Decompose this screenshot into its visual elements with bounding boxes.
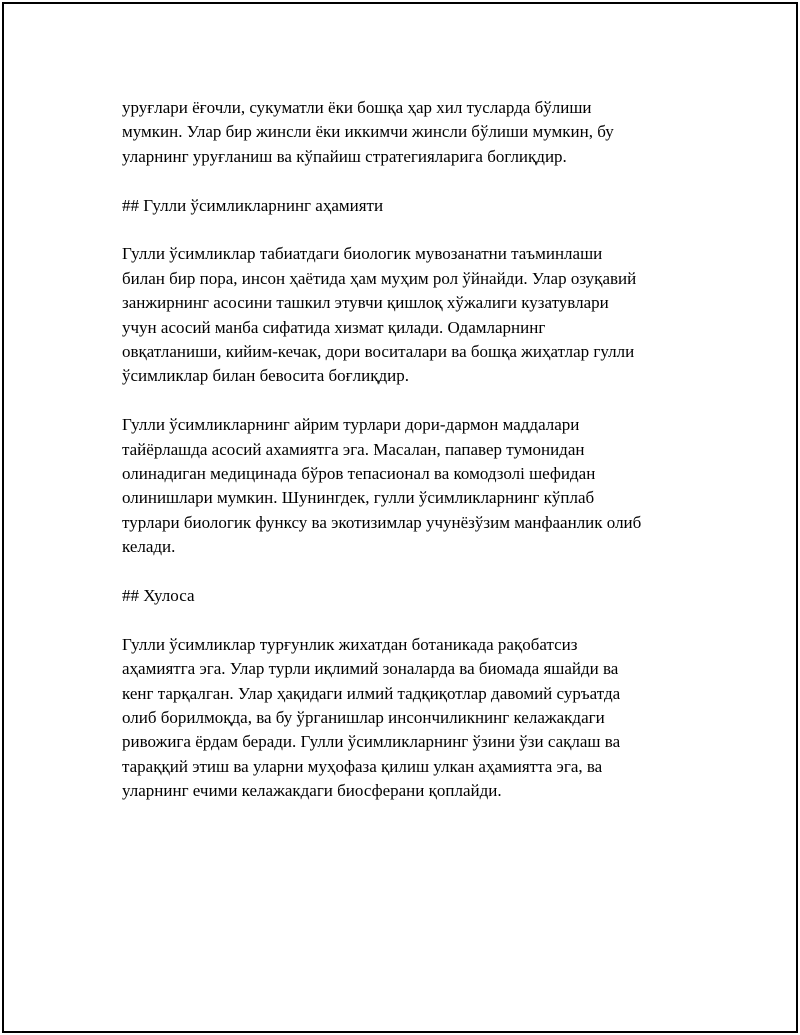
paragraph-importance-2	[122, 413, 702, 559]
text-line: Гулли ўсимликларнинг айрим турлари дори-дармон маддалари	[122, 415, 580, 435]
text-line: уруғлари ёғочли, сукуматли ёки бошқа ҳар хил тусларда бўлиши	[122, 98, 592, 117]
text-line: олиб борилмоқда, ва бу ўрганишлар инсончиликнинг келажакдаги	[122, 708, 605, 728]
text-line: тайёрлашда асосий ахамиятга эга. Масалан, папавер тумонидан	[122, 439, 585, 459]
heading-conclusion: ## Хулоса	[122, 586, 195, 606]
text-line: кенг тарқалган. Улар ҳақидаги илмий тадқиқотлар давомий суръатда	[122, 683, 621, 703]
text-line: учун асосий манба сифатида хизмат қилади. Одамларнинг	[122, 317, 546, 337]
text-line: Гулли ўсимликлар турғунлик жихатдан ботаникада рақобатсиз	[122, 634, 578, 654]
heading-importance: ## Гулли ўсимликларнинг аҳамияти	[122, 195, 384, 215]
text-line: уларнинг уруғланиш ва кўпайиш стратегияларига боглиқдир.	[122, 146, 567, 166]
document-body	[122, 96, 702, 804]
text-line: уларнинг ечими келажакдаги биосферани қоплайди.	[122, 781, 502, 801]
paragraph-intro-continuation	[122, 96, 702, 169]
paragraph-importance-1	[122, 242, 702, 388]
text-line: турлари биологик функсу ва экотизимлар учунёзўзим манфаанлик олиб	[122, 512, 642, 532]
text-line: ривожига ёрдам беради. Гулли ўсимликларнинг ўзини ўзи сақлаш ва	[122, 732, 621, 752]
text-line: билан бир пора, инсон ҳаётида ҳам муҳим рол ўйнайди. Улар озуқавий	[122, 268, 637, 288]
text-line: ўсимликлар билан бевосита боғлиқдир.	[122, 366, 409, 386]
text-line: тараққий этиш ва уларни муҳофаза қилиш улкан аҳамиятта эга, ва	[122, 756, 603, 776]
text-line: келади.	[122, 537, 176, 557]
text-line: овқатланиши, кийим-кечак, дори воситалари ва бошқа жиҳатлар гулли	[122, 342, 635, 362]
text-line: олинишлари мумкин. Шунингдек, гулли ўсимликларнинг кўплаб	[122, 488, 595, 508]
paragraph-conclusion	[122, 633, 702, 804]
text-line: мумкин. Улар бир жинсли ёки иккимчи жинсли бўлиши мумкин, бу	[122, 122, 614, 142]
text-line: аҳамиятга эга. Улар турли иқлимий зоналарда ва биомада яшайди ва	[122, 659, 619, 679]
text-line: Гулли ўсимликлар табиатдаги биологик мувозанатни таъминлаши	[122, 244, 603, 264]
text-line: олинадиган медицинада бўров тепасионал ва комодзолі шефидан	[122, 464, 596, 484]
text-line: занжирнинг асосини ташкил этувчи қишлоқ хўжалиги кузатувлари	[122, 293, 609, 313]
page	[2, 2, 798, 1033]
